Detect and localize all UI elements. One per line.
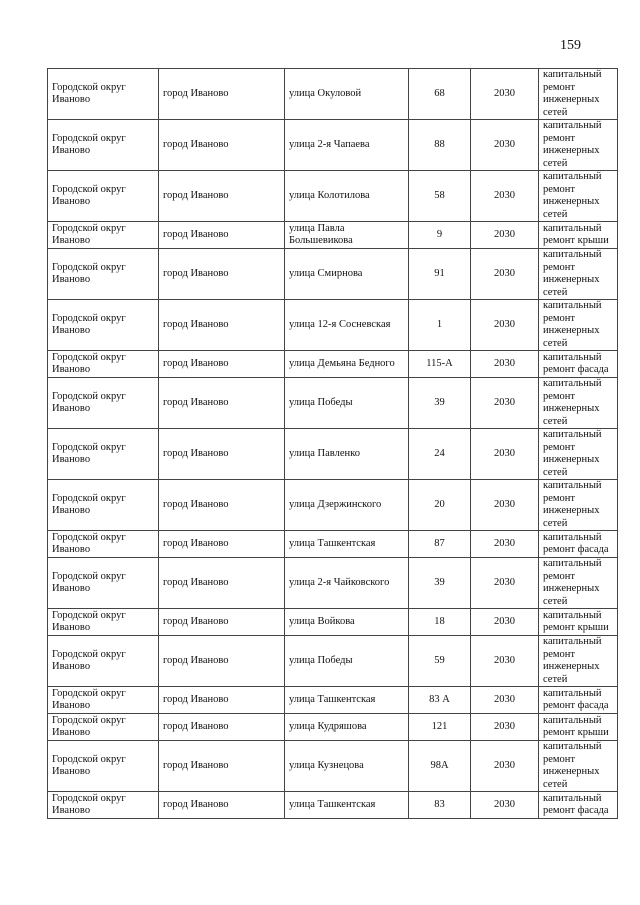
street-cell: улица Павленко bbox=[285, 429, 409, 480]
okrug-cell: Городской округ Иваново bbox=[48, 558, 159, 609]
table-row bbox=[48, 69, 618, 120]
settlement-cell: город Иваново bbox=[159, 351, 285, 378]
year-cell: 2030 bbox=[471, 378, 539, 429]
okrug-cell: Городской округ Иваново bbox=[48, 714, 159, 741]
okrug-cell: Городской округ Иваново bbox=[48, 741, 159, 792]
house-cell: 83 А bbox=[409, 687, 471, 714]
repair-registry-table bbox=[47, 68, 618, 819]
work-type-cell: капитальный ремонт фасада bbox=[539, 531, 618, 558]
table-row bbox=[48, 609, 618, 636]
street-cell: улица Ташкентская bbox=[285, 792, 409, 819]
house-cell: 121 bbox=[409, 714, 471, 741]
house-cell: 91 bbox=[409, 249, 471, 300]
page-number: 159 bbox=[560, 38, 581, 53]
year-cell: 2030 bbox=[471, 636, 539, 687]
house-cell: 59 bbox=[409, 636, 471, 687]
work-type-cell: капитальный ремонт инженерных сетей bbox=[539, 378, 618, 429]
work-type-cell: капитальный ремонт фасада bbox=[539, 687, 618, 714]
settlement-cell: город Иваново bbox=[159, 429, 285, 480]
work-type-cell: капитальный ремонт инженерных сетей bbox=[539, 741, 618, 792]
house-cell: 39 bbox=[409, 378, 471, 429]
year-cell: 2030 bbox=[471, 249, 539, 300]
table-row bbox=[48, 120, 618, 171]
table-row bbox=[48, 429, 618, 480]
year-cell: 2030 bbox=[471, 792, 539, 819]
table-row bbox=[48, 249, 618, 300]
work-type-cell: капитальный ремонт крыши bbox=[539, 609, 618, 636]
year-cell: 2030 bbox=[471, 300, 539, 351]
street-cell: улица Ташкентская bbox=[285, 531, 409, 558]
settlement-cell: город Иваново bbox=[159, 222, 285, 249]
work-type-cell: капитальный ремонт инженерных сетей bbox=[539, 636, 618, 687]
settlement-cell: город Иваново bbox=[159, 249, 285, 300]
street-cell: улица Демьяна Бедного bbox=[285, 351, 409, 378]
work-type-cell: капитальный ремонт крыши bbox=[539, 714, 618, 741]
okrug-cell: Городской округ Иваново bbox=[48, 222, 159, 249]
street-cell: улица Кузнецова bbox=[285, 741, 409, 792]
street-cell: улица Кудряшова bbox=[285, 714, 409, 741]
table-row bbox=[48, 714, 618, 741]
okrug-cell: Городской округ Иваново bbox=[48, 351, 159, 378]
settlement-cell: город Иваново bbox=[159, 480, 285, 531]
okrug-cell: Городской округ Иваново bbox=[48, 171, 159, 222]
house-cell: 58 bbox=[409, 171, 471, 222]
year-cell: 2030 bbox=[471, 609, 539, 636]
street-cell: улица Победы bbox=[285, 378, 409, 429]
repair-registry-body bbox=[48, 69, 618, 819]
work-type-cell: капитальный ремонт фасада bbox=[539, 792, 618, 819]
okrug-cell: Городской округ Иваново bbox=[48, 636, 159, 687]
work-type-cell: капитальный ремонт инженерных сетей bbox=[539, 429, 618, 480]
work-type-cell: капитальный ремонт крыши bbox=[539, 222, 618, 249]
work-type-cell: капитальный ремонт инженерных сетей bbox=[539, 300, 618, 351]
street-cell: улица Дзержинского bbox=[285, 480, 409, 531]
street-cell: улица Ташкентская bbox=[285, 687, 409, 714]
street-cell: улица Колотилова bbox=[285, 171, 409, 222]
table-row bbox=[48, 792, 618, 819]
table-row bbox=[48, 636, 618, 687]
work-type-cell: капитальный ремонт инженерных сетей bbox=[539, 558, 618, 609]
settlement-cell: город Иваново bbox=[159, 558, 285, 609]
settlement-cell: город Иваново bbox=[159, 609, 285, 636]
table-row bbox=[48, 378, 618, 429]
table-row bbox=[48, 531, 618, 558]
street-cell: улица Победы bbox=[285, 636, 409, 687]
work-type-cell: капитальный ремонт инженерных сетей bbox=[539, 171, 618, 222]
work-type-cell: капитальный ремонт инженерных сетей bbox=[539, 120, 618, 171]
settlement-cell: город Иваново bbox=[159, 69, 285, 120]
okrug-cell: Городской округ Иваново bbox=[48, 378, 159, 429]
work-type-cell: капитальный ремонт инженерных сетей bbox=[539, 69, 618, 120]
house-cell: 115-А bbox=[409, 351, 471, 378]
settlement-cell: город Иваново bbox=[159, 714, 285, 741]
okrug-cell: Городской округ Иваново bbox=[48, 480, 159, 531]
year-cell: 2030 bbox=[471, 171, 539, 222]
house-cell: 20 bbox=[409, 480, 471, 531]
house-cell: 68 bbox=[409, 69, 471, 120]
house-cell: 98А bbox=[409, 741, 471, 792]
settlement-cell: город Иваново bbox=[159, 636, 285, 687]
work-type-cell: капитальный ремонт инженерных сетей bbox=[539, 249, 618, 300]
table-row bbox=[48, 222, 618, 249]
year-cell: 2030 bbox=[471, 120, 539, 171]
year-cell: 2030 bbox=[471, 351, 539, 378]
work-type-cell: капитальный ремонт фасада bbox=[539, 351, 618, 378]
year-cell: 2030 bbox=[471, 714, 539, 741]
house-cell: 24 bbox=[409, 429, 471, 480]
street-cell: улица 2-я Чайковского bbox=[285, 558, 409, 609]
house-cell: 9 bbox=[409, 222, 471, 249]
year-cell: 2030 bbox=[471, 531, 539, 558]
table-row bbox=[48, 171, 618, 222]
house-cell: 83 bbox=[409, 792, 471, 819]
settlement-cell: город Иваново bbox=[159, 741, 285, 792]
settlement-cell: город Иваново bbox=[159, 378, 285, 429]
okrug-cell: Городской округ Иваново bbox=[48, 120, 159, 171]
year-cell: 2030 bbox=[471, 69, 539, 120]
house-cell: 18 bbox=[409, 609, 471, 636]
street-cell: улица Окуловой bbox=[285, 69, 409, 120]
year-cell: 2030 bbox=[471, 687, 539, 714]
settlement-cell: город Иваново bbox=[159, 300, 285, 351]
year-cell: 2030 bbox=[471, 741, 539, 792]
year-cell: 2030 bbox=[471, 429, 539, 480]
okrug-cell: Городской округ Иваново bbox=[48, 687, 159, 714]
okrug-cell: Городской округ Иваново bbox=[48, 300, 159, 351]
year-cell: 2030 bbox=[471, 480, 539, 531]
okrug-cell: Городской округ Иваново bbox=[48, 609, 159, 636]
street-cell: улица 2-я Чапаева bbox=[285, 120, 409, 171]
table-row bbox=[48, 741, 618, 792]
okrug-cell: Городской округ Иваново bbox=[48, 792, 159, 819]
table-row bbox=[48, 351, 618, 378]
settlement-cell: город Иваново bbox=[159, 531, 285, 558]
house-cell: 39 bbox=[409, 558, 471, 609]
okrug-cell: Городской округ Иваново bbox=[48, 69, 159, 120]
house-cell: 88 bbox=[409, 120, 471, 171]
table-row bbox=[48, 480, 618, 531]
table-row bbox=[48, 300, 618, 351]
settlement-cell: город Иваново bbox=[159, 792, 285, 819]
year-cell: 2030 bbox=[471, 558, 539, 609]
settlement-cell: город Иваново bbox=[159, 120, 285, 171]
house-cell: 1 bbox=[409, 300, 471, 351]
table-row bbox=[48, 687, 618, 714]
house-cell: 87 bbox=[409, 531, 471, 558]
street-cell: улица 12-я Сосневская bbox=[285, 300, 409, 351]
settlement-cell: город Иваново bbox=[159, 687, 285, 714]
okrug-cell: Городской округ Иваново bbox=[48, 429, 159, 480]
year-cell: 2030 bbox=[471, 222, 539, 249]
street-cell: улица Смирнова bbox=[285, 249, 409, 300]
okrug-cell: Городской округ Иваново bbox=[48, 531, 159, 558]
settlement-cell: город Иваново bbox=[159, 171, 285, 222]
street-cell: улица Войкова bbox=[285, 609, 409, 636]
okrug-cell: Городской округ Иваново bbox=[48, 249, 159, 300]
street-cell: улица Павла Большевикова bbox=[285, 222, 409, 249]
work-type-cell: капитальный ремонт инженерных сетей bbox=[539, 480, 618, 531]
table-row bbox=[48, 558, 618, 609]
